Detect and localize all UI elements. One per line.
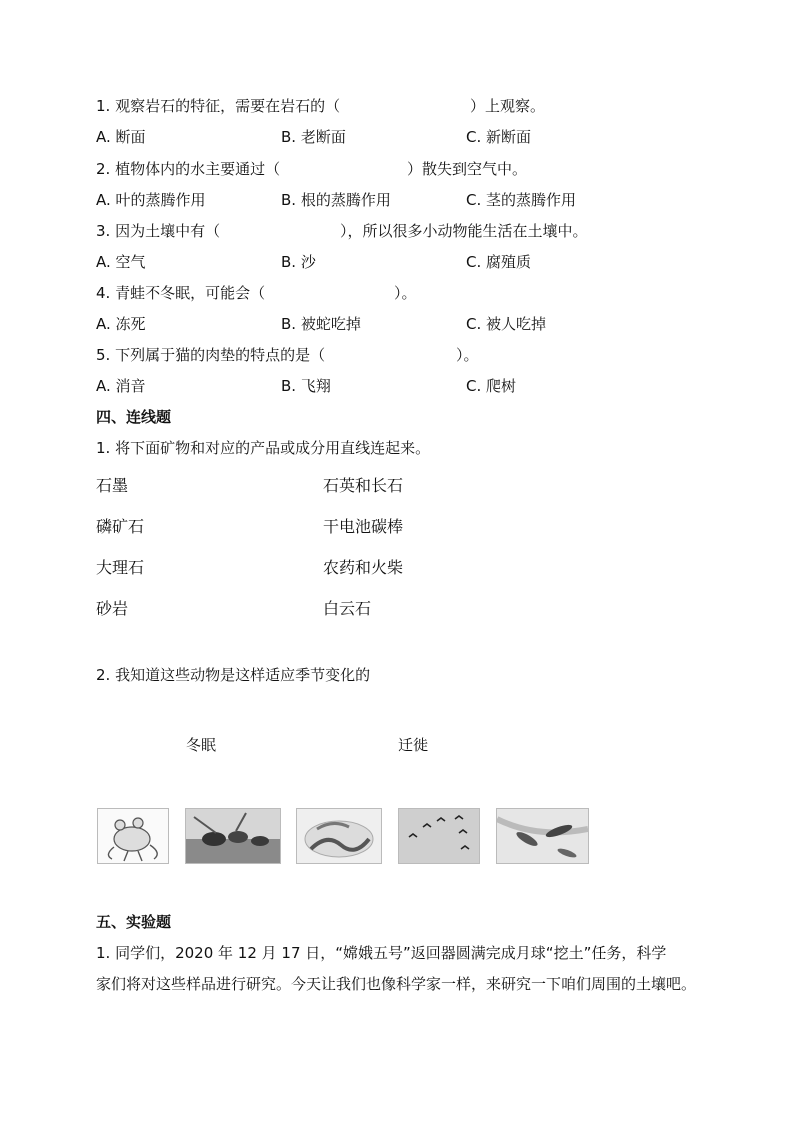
question-2-option-a: A. 叶的蒸腾作用 [96,191,206,209]
mineral-left-3: 大理石 [96,558,145,577]
question-4-option-c: C. 被人吃掉 [466,315,547,333]
question-4-close: ）。 [394,284,417,302]
question-1-stem: 1. 观察岩石的特征，需要在岩石的（ [96,97,341,115]
mineral-left-1: 石墨 [96,476,129,495]
bison-image [185,808,281,864]
frog-image [97,808,169,864]
question-4-stem: 4. 青蛙不冬眠，可能会（ [96,284,266,302]
category-migrate: 迁徙 [398,736,429,754]
question-5-option-a: A. 消音 [96,377,146,395]
matching-question-1: 1. 将下面矿物和对应的产品或成分用直线连起来。 [96,439,431,457]
question-3-close: ），所以很多小动物能生活在土壤中。 [340,222,588,240]
snake-image [296,808,382,864]
question-3-option-b: B. 沙 [281,253,316,271]
question-5-option-b: B. 飞翔 [281,377,331,395]
experiment-paragraph-line-2: 家们将对这些样品进行研究。今天让我们也像科学家一样，来研究一下咱们周围的土壤吧。 [96,975,697,993]
question-2-option-b: B. 根的蒸腾作用 [281,191,391,209]
question-3-stem: 3. 因为土壤中有（ [96,222,221,240]
question-3-option-a: A. 空气 [96,253,146,271]
question-4-option-a: A. 冻死 [96,315,146,333]
question-2-stem: 2. 植物体内的水主要通过（ [96,160,281,178]
product-right-2: 干电池碳棒 [323,517,404,536]
question-1-option-a: A. 断面 [96,128,146,146]
question-1-close: ）上观察。 [470,97,546,115]
question-2-option-c: C. 茎的蒸腾作用 [466,191,577,209]
experiment-paragraph-line-1: 1. 同学们，2020 年 12 月 17 日，“嫦娥五号”返回器圆满完成月球“挖土”任务，科学 [96,944,667,962]
fish-image [496,808,589,864]
question-4-option-b: B. 被蛇吃掉 [281,315,361,333]
product-right-3: 农药和火柴 [323,558,404,577]
question-2-close: ）散失到空气中。 [407,160,528,178]
birds-image [398,808,480,864]
section-5-title: 五、实验题 [96,913,172,931]
product-right-4: 白云石 [323,599,372,618]
mineral-left-2: 磷矿石 [96,517,145,536]
question-1-option-b: B. 老断面 [281,128,346,146]
section-4-title: 四、连线题 [96,408,172,426]
mineral-left-4: 砂岩 [96,599,129,618]
product-right-1: 石英和长石 [323,476,404,495]
question-1-option-c: C. 新断面 [466,128,532,146]
question-5-option-c: C. 爬树 [466,377,517,395]
question-5-stem: 5. 下列属于猫的肉垫的特点的是（ [96,346,326,364]
category-hibernate: 冬眠 [186,736,217,754]
question-3-option-c: C. 腐殖质 [466,253,532,271]
matching-question-2: 2. 我知道这些动物是这样适应季节变化的 [96,666,371,684]
question-5-close: ）。 [456,346,479,364]
